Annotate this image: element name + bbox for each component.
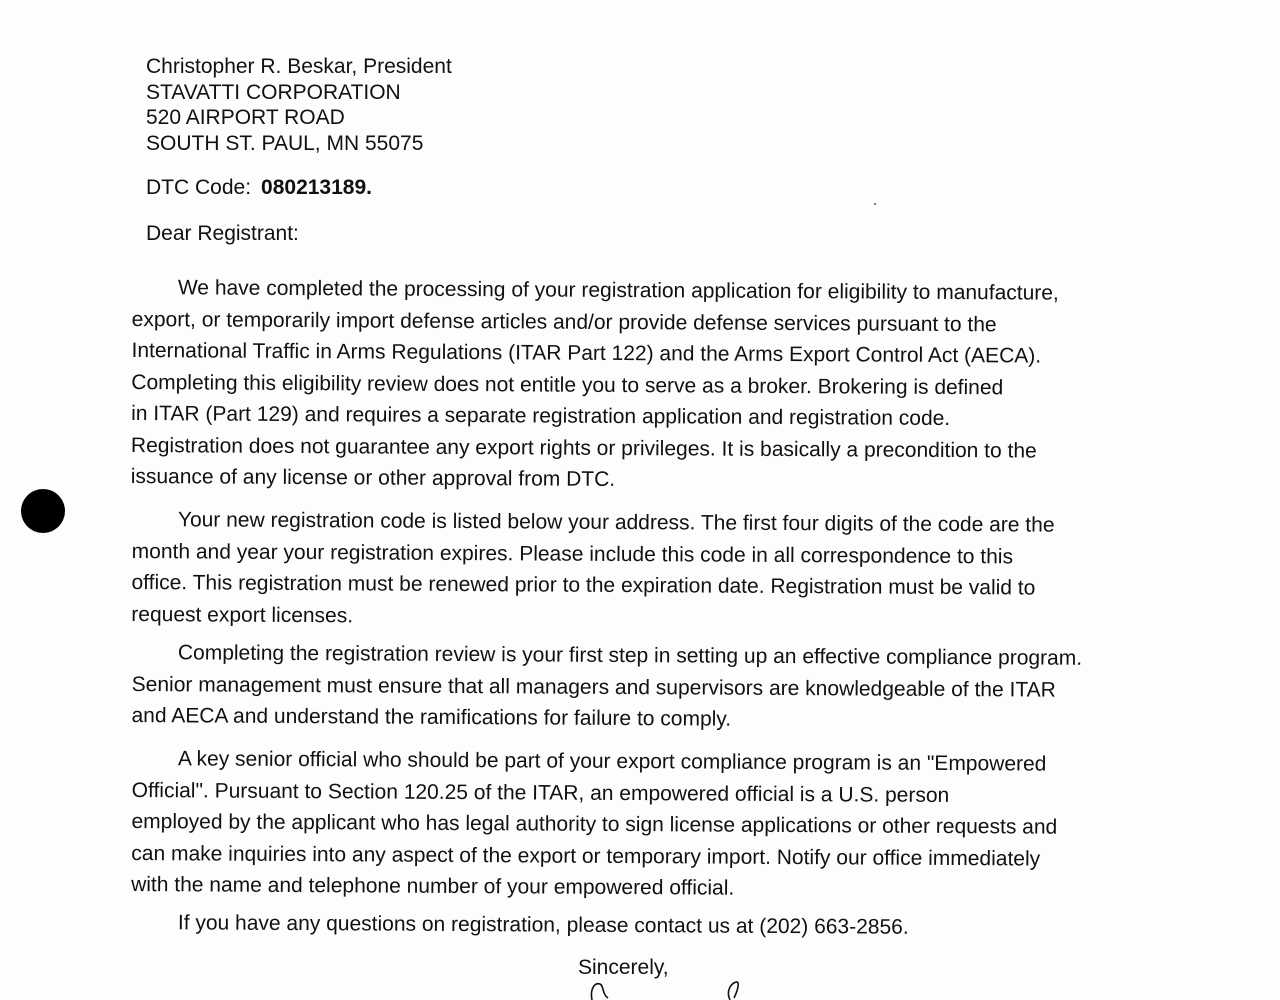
recipient-address bbox=[146, 54, 452, 156]
paragraph-line: Completing this eligibility review does not entitle you to serve as a broker. Brokering is defined bbox=[131, 370, 1004, 399]
paragraph-line: Registration does not guarantee any export rights or privileges. It is basically a precondition to the bbox=[130, 433, 1037, 463]
address-line-company: STAVATTI CORPORATION bbox=[146, 80, 401, 104]
paragraph-line: If you have any questions on registration, please contact us at (202) 663-2856. bbox=[177, 911, 909, 939]
address-line-city: SOUTH ST. PAUL, MN 55075 bbox=[146, 131, 424, 155]
paragraph-line: Your new registration code is listed below your address. The first four digits of the code are the bbox=[177, 508, 1055, 537]
closing-sincerely: Sincerely, bbox=[578, 956, 669, 979]
paragraph-line: export, or temporarily import defense articles and/or provide defense services pursuant to the bbox=[131, 307, 997, 336]
address-line-street: 520 AIRPORT ROAD bbox=[146, 106, 345, 129]
address-line-name: Christopher R. Beskar, President bbox=[146, 55, 452, 78]
paragraph-line: We have completed the processing of your registration application for eligibility to manufacture, bbox=[177, 276, 1059, 305]
paragraph-line: Official". Pursuant to Section 120.25 of the ITAR, an empowered official is a U.S. person bbox=[131, 778, 950, 807]
paragraph-line: month and year your registration expires. Please include this code in all correspondence to this bbox=[131, 539, 1014, 568]
paragraph-line: with the name and telephone number of your empowered official. bbox=[131, 872, 735, 900]
signature-mark bbox=[580, 976, 750, 1000]
dtc-code-value: 080213189. bbox=[261, 176, 372, 199]
scan-speck bbox=[874, 203, 876, 205]
paragraph-contact bbox=[132, 907, 1112, 944]
paragraph-line: Completing the registration review is your first step in setting up an effective compliance program. bbox=[177, 641, 1083, 670]
paragraph-line: and AECA and understand the ramifications for failure to comply. bbox=[131, 703, 732, 731]
paragraph-compliance bbox=[131, 637, 1112, 737]
paragraph-line: can make inquiries into any aspect of the export or temporary import. Notify our office immediately bbox=[131, 841, 1041, 871]
dtc-code-label: DTC Code: bbox=[146, 176, 252, 199]
salutation: Dear Registrant: bbox=[146, 222, 299, 245]
paragraph-line: employed by the applicant who has legal authority to sign license applications or other requests and bbox=[131, 809, 1058, 839]
paragraph-line: office. This registration must be renewed prior to the expiration date. Registration must be valid to bbox=[131, 570, 1036, 600]
paragraph-registration-code bbox=[131, 504, 1112, 636]
paragraph-processing bbox=[131, 272, 1112, 498]
paragraph-line: issuance of any license or other approval from DTC. bbox=[130, 464, 616, 491]
paragraph-empowered-official bbox=[131, 743, 1112, 906]
paragraph-line: in ITAR (Part 129) and requires a separate registration application and registration code. bbox=[131, 401, 951, 431]
paragraph-line: International Traffic in Arms Regulations (ITAR Part 122) and the Arms Export Control Act (AECA). bbox=[131, 338, 1042, 368]
paragraph-line: request export licenses. bbox=[131, 602, 354, 627]
hole-punch-mark bbox=[21, 489, 65, 533]
dtc-code-line bbox=[146, 176, 372, 200]
paragraph-line: Senior management must ensure that all managers and supervisors are knowledgeable of the ITAR bbox=[131, 672, 1056, 702]
paragraph-line: A key senior official who should be part of your export compliance program is an "Empowered bbox=[177, 747, 1047, 776]
